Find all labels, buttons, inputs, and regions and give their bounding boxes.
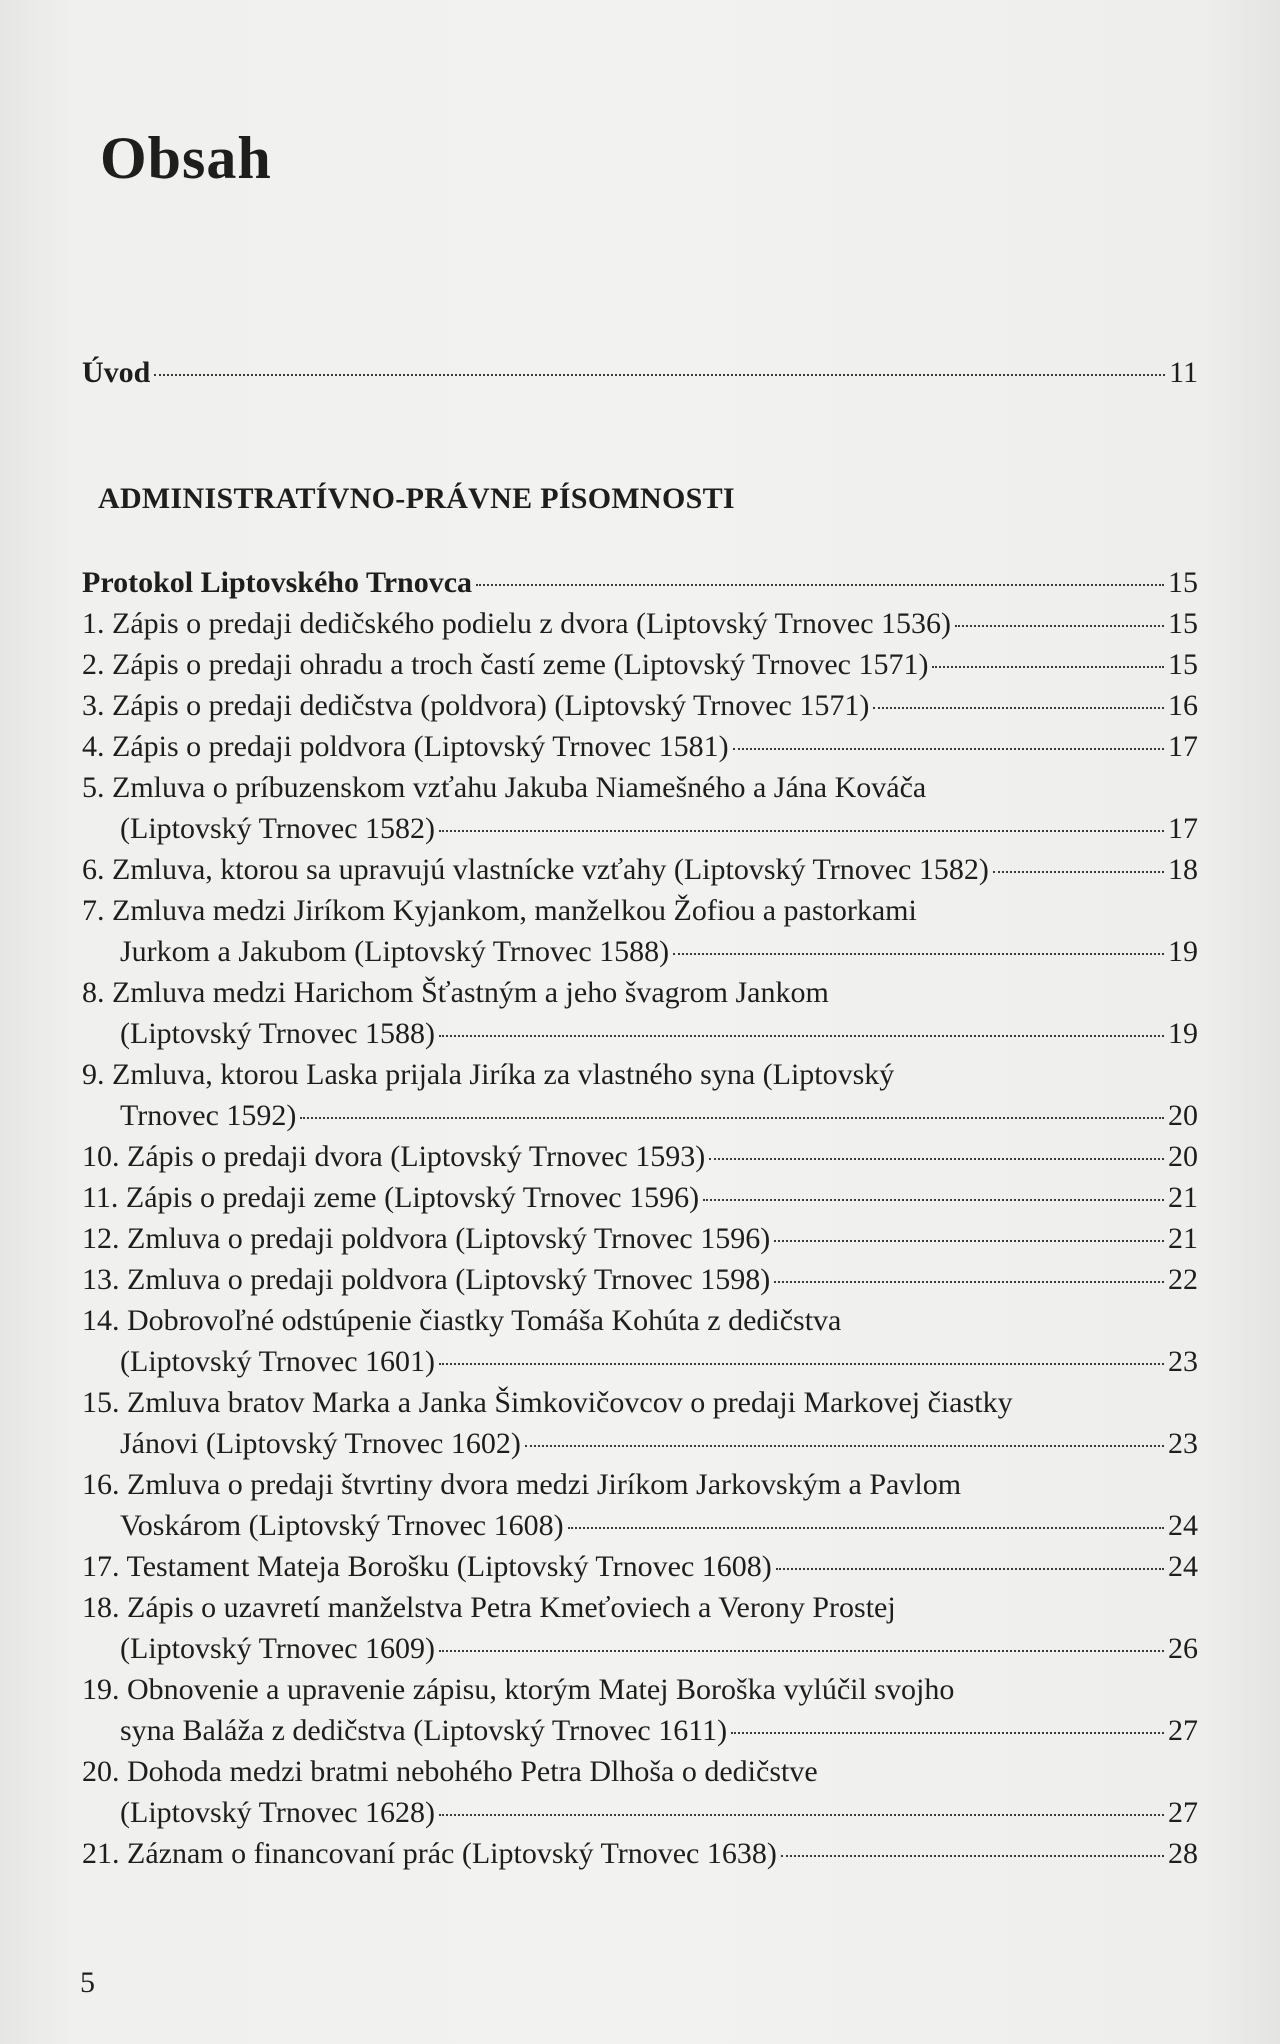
toc-entry [82, 352, 1198, 393]
toc-entry-line [82, 1218, 1198, 1259]
footer-page-number: 5 [80, 1966, 95, 1999]
dot-leader [776, 1568, 1164, 1570]
toc-entry-line [82, 1300, 1198, 1341]
toc-entry-line [82, 1751, 1198, 1792]
toc-page-number: 20 [1168, 1140, 1198, 1173]
toc-entry-line [82, 685, 1198, 726]
toc-entry-label: Úvod [82, 356, 151, 389]
toc-entry-line [82, 1136, 1198, 1177]
dot-leader [955, 625, 1164, 627]
toc-entry-continuation [82, 808, 1198, 849]
toc-entry-label: 4. Zápis o predaji poldvora (Liptovský Trnovec 1581) [82, 730, 729, 763]
toc-entry [82, 726, 1198, 767]
dot-leader [439, 1650, 1164, 1652]
toc-entry [82, 1382, 1198, 1464]
toc-entry-label: 9. Zmluva, ktorou Laska prijala Jiríka za vlastného syna (Liptovský [82, 1058, 895, 1091]
toc-entry-label: (Liptovský Trnovec 1628) [120, 1796, 435, 1829]
toc-entry [82, 972, 1198, 1054]
toc-entry-label: 16. Zmluva o predaji štvrtiny dvora medzi Jiríkom Jarkovským a Pavlom [82, 1468, 962, 1501]
toc-entry [82, 1833, 1198, 1874]
toc-entry-continuation [82, 1792, 1198, 1833]
toc-entry-label: (Liptovský Trnovec 1609) [120, 1632, 435, 1665]
toc-entry-label: 13. Zmluva o predaji poldvora (Liptovský Trnovec 1598) [82, 1263, 771, 1296]
toc-entry-continuation [82, 931, 1198, 972]
toc-entry-line [82, 890, 1198, 931]
toc-entry-line [82, 644, 1198, 685]
toc-entry [82, 1751, 1198, 1833]
toc-page-number: 15 [1168, 648, 1198, 681]
toc-entry-continuation [82, 1628, 1198, 1669]
toc-page-number: 19 [1168, 935, 1198, 968]
toc-page-number: 27 [1168, 1796, 1198, 1829]
toc-subsection [82, 562, 1198, 603]
dot-leader [568, 1527, 1164, 1529]
dot-leader [439, 1363, 1164, 1365]
toc-entry-label: 1. Zápis o predaji dedičského podielu z dvora (Liptovský Trnovec 1536) [82, 607, 952, 640]
dot-leader [703, 1199, 1164, 1201]
toc-page-number: 11 [1169, 356, 1198, 389]
toc-page-number: 19 [1168, 1017, 1198, 1050]
dot-leader [476, 584, 1164, 586]
toc-page-number: 15 [1168, 607, 1198, 640]
toc-page-number: 23 [1168, 1427, 1198, 1460]
toc-page-number: 27 [1168, 1714, 1198, 1747]
toc-entry-label: 8. Zmluva medzi Harichom Šťastným a jeho švagrom Jankom [82, 976, 829, 1009]
toc-intro [82, 352, 1198, 393]
toc-entry-label: 19. Obnovenie a upravenie zápisu, ktorým Matej Boroška vylúčil svojho [82, 1673, 955, 1706]
toc-entry [82, 890, 1198, 972]
toc-entry [82, 1546, 1198, 1587]
toc-entry-line [82, 767, 1198, 808]
toc-page-number: 17 [1168, 812, 1198, 845]
toc-entry [82, 1300, 1198, 1382]
toc-entry-line [82, 726, 1198, 767]
dot-leader [932, 666, 1164, 668]
toc-entry-continuation [82, 1710, 1198, 1751]
toc-entry-label: 20. Dohoda medzi bratmi nebohého Petra Dlhoša o dedičstve [82, 1755, 818, 1788]
dot-leader [993, 871, 1164, 873]
toc-entry [82, 1259, 1198, 1300]
toc-entry-label: Voskárom (Liptovský Trnovec 1608) [120, 1509, 564, 1542]
dot-leader [300, 1117, 1164, 1119]
dot-leader [774, 1240, 1164, 1242]
toc-page-number: 26 [1168, 1632, 1198, 1665]
toc-entry-label: Protokol Liptovského Trnovca [82, 566, 473, 599]
toc-page-number: 17 [1168, 730, 1198, 763]
toc-entry-continuation [82, 1095, 1198, 1136]
toc-entry [82, 1136, 1198, 1177]
toc-entry-label: 12. Zmluva o predaji poldvora (Liptovský Trnovec 1596) [82, 1222, 771, 1255]
dot-leader [673, 953, 1164, 955]
dot-leader [439, 1035, 1164, 1037]
page-title: Obsah [100, 125, 272, 191]
toc-entry-label: 2. Zápis o predaji ohradu a troch častí zeme (Liptovský Trnovec 1571) [82, 648, 929, 681]
toc-entries-list [82, 603, 1198, 1874]
dot-leader [733, 748, 1164, 750]
toc-entry-label: 11. Zápis o predaji zeme (Liptovský Trnovec 1596) [82, 1181, 700, 1214]
toc-entry [82, 685, 1198, 726]
toc-entry-label: 21. Záznam o financovaní prác (Liptovský Trnovec 1638) [82, 1837, 777, 1870]
toc-entry-label: 5. Zmluva o príbuzenskom vzťahu Jakuba Niamešného a Jána Kováča [82, 771, 927, 804]
toc-entry-label: 18. Zápis o uzavretí manželstva Petra Kmeťoviech a Verony Prostej [82, 1591, 896, 1624]
dot-leader [774, 1281, 1164, 1283]
toc-entry-label: 15. Zmluva bratov Marka a Janka Šimkovičovcov o predaji Markovej čiastky [82, 1386, 1013, 1419]
toc-page-number: 21 [1168, 1222, 1198, 1255]
toc-entry [82, 1587, 1198, 1669]
dot-leader [154, 374, 1165, 376]
toc-entry-line [82, 1464, 1198, 1505]
toc-entry-label: (Liptovský Trnovec 1588) [120, 1017, 435, 1050]
dot-leader [709, 1158, 1164, 1160]
toc-entry-label: Trnovec 1592) [120, 1099, 297, 1132]
toc-entry-label: Jánovi (Liptovský Trnovec 1602) [120, 1427, 521, 1460]
toc-entry-continuation [82, 1505, 1198, 1546]
toc-page-number: 18 [1168, 853, 1198, 886]
toc-entry-label: 14. Dobrovoľné odstúpenie čiastky Tomáša Kohúta z dedičstva [82, 1304, 842, 1337]
toc-entry-line [82, 1546, 1198, 1587]
toc-entry-label: 7. Zmluva medzi Jiríkom Kyjankom, manželkou Žofiou a pastorkami [82, 894, 917, 927]
toc-page-number: 22 [1168, 1263, 1198, 1296]
toc-entry-line [82, 849, 1198, 890]
toc-page-number: 16 [1168, 689, 1198, 722]
toc-entry-label: (Liptovský Trnovec 1601) [120, 1345, 435, 1378]
toc-entry-line [82, 603, 1198, 644]
toc-entry-continuation [82, 1013, 1198, 1054]
toc-entry-label: syna Baláža z dedičstva (Liptovský Trnovec 1611) [120, 1714, 728, 1747]
toc-entry-label: 6. Zmluva, ktorou sa upravujú vlastnícke vzťahy (Liptovský Trnovec 1582) [82, 853, 989, 886]
toc-page-number: 20 [1168, 1099, 1198, 1132]
toc-entry [82, 1054, 1198, 1136]
toc-entry-line [82, 972, 1198, 1013]
toc-entry-line [82, 1177, 1198, 1218]
toc-entry-line [82, 1669, 1198, 1710]
toc-entry-label: 10. Zápis o predaji dvora (Liptovský Trnovec 1593) [82, 1140, 706, 1173]
toc-entry-label: Jurkom a Jakubom (Liptovský Trnovec 1588) [120, 935, 670, 968]
toc-entry-line [82, 1054, 1198, 1095]
dot-leader [439, 1814, 1164, 1816]
toc-entry [82, 1218, 1198, 1259]
toc-entry [82, 849, 1198, 890]
toc-page-number: 24 [1168, 1550, 1198, 1583]
toc-entry-label: 3. Zápis o predaji dedičstva (poldvora) (Liptovský Trnovec 1571) [82, 689, 870, 722]
toc-entry [82, 603, 1198, 644]
toc-entry-continuation [82, 1341, 1198, 1382]
toc-page-number: 28 [1168, 1837, 1198, 1870]
dot-leader [873, 707, 1164, 709]
toc-page-number: 23 [1168, 1345, 1198, 1378]
toc-page-number: 21 [1168, 1181, 1198, 1214]
toc-entry [82, 1464, 1198, 1546]
section-heading: ADMINISTRATÍVNO-PRÁVNE PÍSOMNOSTI [98, 482, 735, 515]
toc-entry [82, 562, 1198, 603]
toc-entry-line [82, 1587, 1198, 1628]
dot-leader [731, 1732, 1164, 1734]
toc-entry-label: (Liptovský Trnovec 1582) [120, 812, 435, 845]
toc-entry [82, 1669, 1198, 1751]
dot-leader [525, 1445, 1164, 1447]
toc-entry-line [82, 1833, 1198, 1874]
toc-entry-continuation [82, 1423, 1198, 1464]
toc-entry [82, 767, 1198, 849]
dot-leader [439, 830, 1164, 832]
toc-entry-line [82, 1259, 1198, 1300]
toc-page-number: 24 [1168, 1509, 1198, 1542]
toc-entry [82, 1177, 1198, 1218]
toc-page-number: 15 [1168, 566, 1198, 599]
toc-entry-label: 17. Testament Mateja Borošku (Liptovský Trnovec 1608) [82, 1550, 772, 1583]
toc-entry-line [82, 1382, 1198, 1423]
toc-entry [82, 644, 1198, 685]
dot-leader [781, 1855, 1164, 1857]
